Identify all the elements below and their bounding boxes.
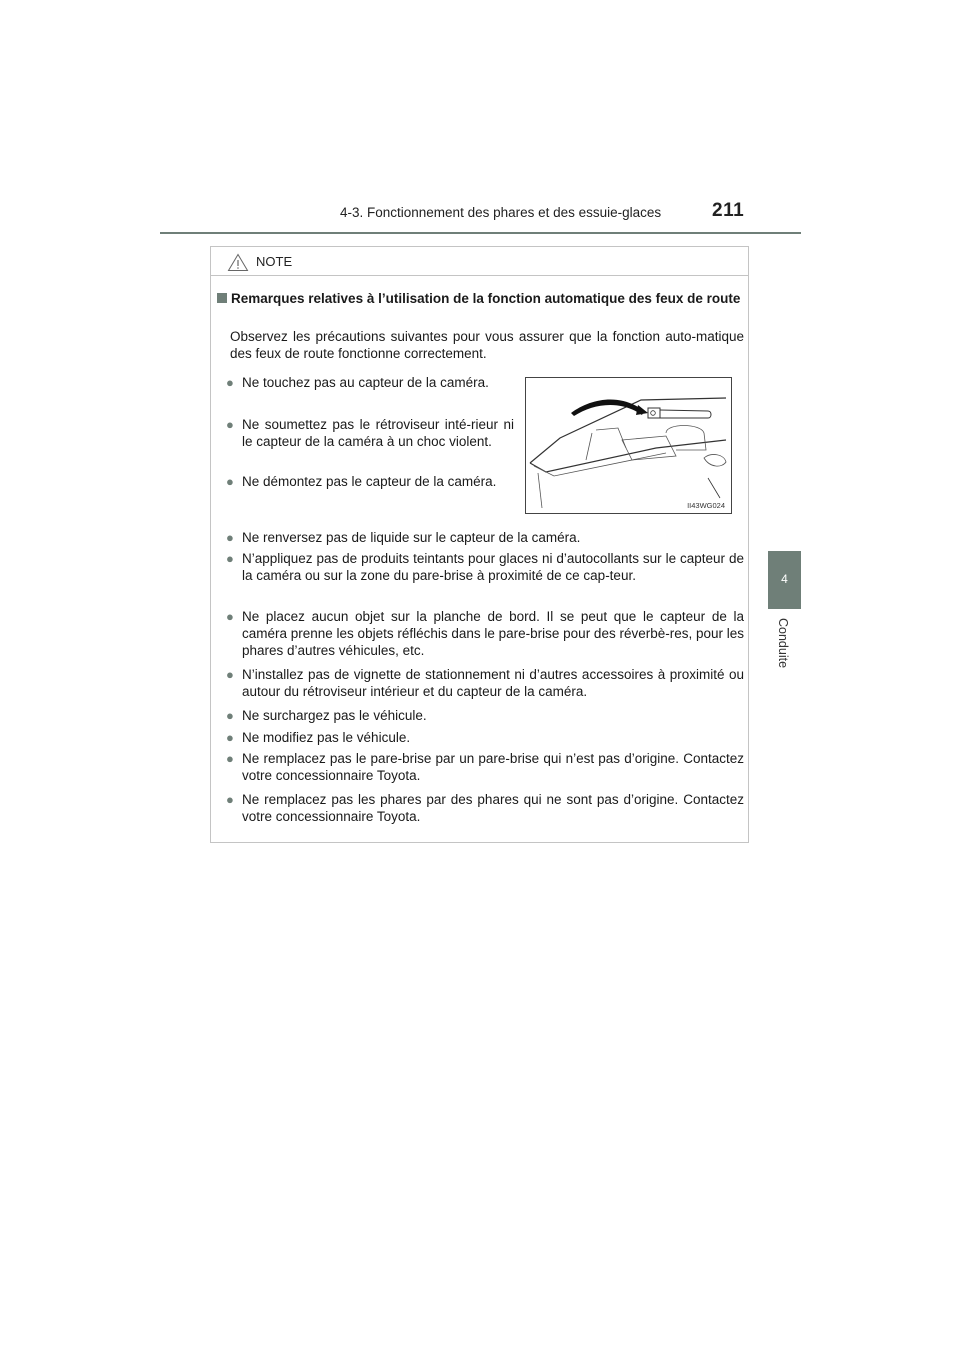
- note-intro: Observez les précautions suivantes pour vous assurer que la fonction auto-matique des feux de route fonctionne correctement.: [230, 329, 744, 361]
- list-item: [226, 529, 744, 546]
- bullet-dot-icon: ●: [226, 375, 234, 390]
- bullet-dot-icon: ●: [226, 667, 234, 682]
- list-item: [226, 374, 514, 391]
- list-item: [226, 750, 744, 784]
- list-item: [226, 550, 744, 584]
- bullet-dot-icon: ●: [226, 751, 234, 766]
- list-item-text: Ne remplacez pas les phares par des phares qui ne sont pas d’origine. Contactez votre concessionnaire Toyota.: [242, 792, 744, 824]
- square-marker-icon: [217, 293, 227, 303]
- list-item-text: Ne soumettez pas le rétroviseur inté-rieur ni le capteur de la caméra à un choc violent.: [242, 417, 514, 449]
- header-divider: [160, 232, 801, 234]
- note-header: [211, 247, 748, 276]
- note-subheading-text: Remarques relatives à l’utilisation de la fonction automatique des feux de route: [231, 291, 741, 306]
- bullet-dot-icon: ●: [226, 609, 234, 624]
- list-item-text: Ne remplacez pas le pare-brise par un pare-brise qui n’est pas d’origine. Contactez votre concessionnaire Toyota.: [242, 751, 744, 783]
- list-item-text: Ne placez aucun objet sur la planche de bord. Il se peut que le capteur de la caméra prenne les objets réfléchis dans le pare-brise pour des réverbè-res, pour les phares d’autres véhicules, etc.: [242, 609, 745, 658]
- section-title: 4-3. Fonctionnement des phares et des essuie-glaces: [340, 205, 662, 220]
- bullet-dot-icon: ●: [226, 530, 234, 545]
- bullet-dot-icon: ●: [226, 551, 234, 566]
- windshield-drawing: [526, 378, 731, 513]
- list-item-text: N’installez pas de vignette de stationnement ni d’autres accessoires à proximité ou autour du rétroviseur intérieur et du capteur de la caméra.: [242, 667, 744, 699]
- list-item: [226, 473, 514, 490]
- list-item: [226, 729, 744, 746]
- bullet-dot-icon: ●: [226, 730, 234, 745]
- list-item: [226, 707, 744, 724]
- page-number: 211: [712, 200, 745, 221]
- list-item: [226, 666, 744, 700]
- list-item: [226, 791, 744, 825]
- note-label: NOTE: [256, 254, 293, 269]
- list-item-text: Ne touchez pas au capteur de la caméra.: [242, 375, 489, 390]
- list-item-text: N’appliquez pas de produits teintants pour glaces ni d’autocollants sur le capteur de la caméra ou sur la zone du pare-brise à proximité de ce cap-teur.: [242, 551, 744, 583]
- bullet-dot-icon: ●: [226, 792, 234, 807]
- list-item: [226, 416, 514, 450]
- list-item-text: Ne démontez pas le capteur de la caméra.: [242, 474, 497, 489]
- bullet-dot-icon: ●: [226, 474, 234, 489]
- list-item-text: Ne modifiez pas le véhicule.: [242, 730, 411, 745]
- bullet-dot-icon: ●: [226, 708, 234, 723]
- list-item-text: Ne surchargez pas le véhicule.: [242, 708, 427, 723]
- list-item-text: Ne renversez pas de liquide sur le capteur de la caméra.: [242, 530, 581, 545]
- camera-sensor-illustration: [525, 377, 732, 514]
- chapter-tab-label: Conduite: [776, 618, 790, 669]
- warning-triangle-icon: [227, 253, 249, 272]
- figure-code: II43WG024: [687, 501, 725, 510]
- bullet-dot-icon: ●: [226, 417, 234, 432]
- list-item: [226, 608, 745, 659]
- note-subheading: [217, 290, 744, 307]
- chapter-tab-number: 4: [781, 572, 788, 586]
